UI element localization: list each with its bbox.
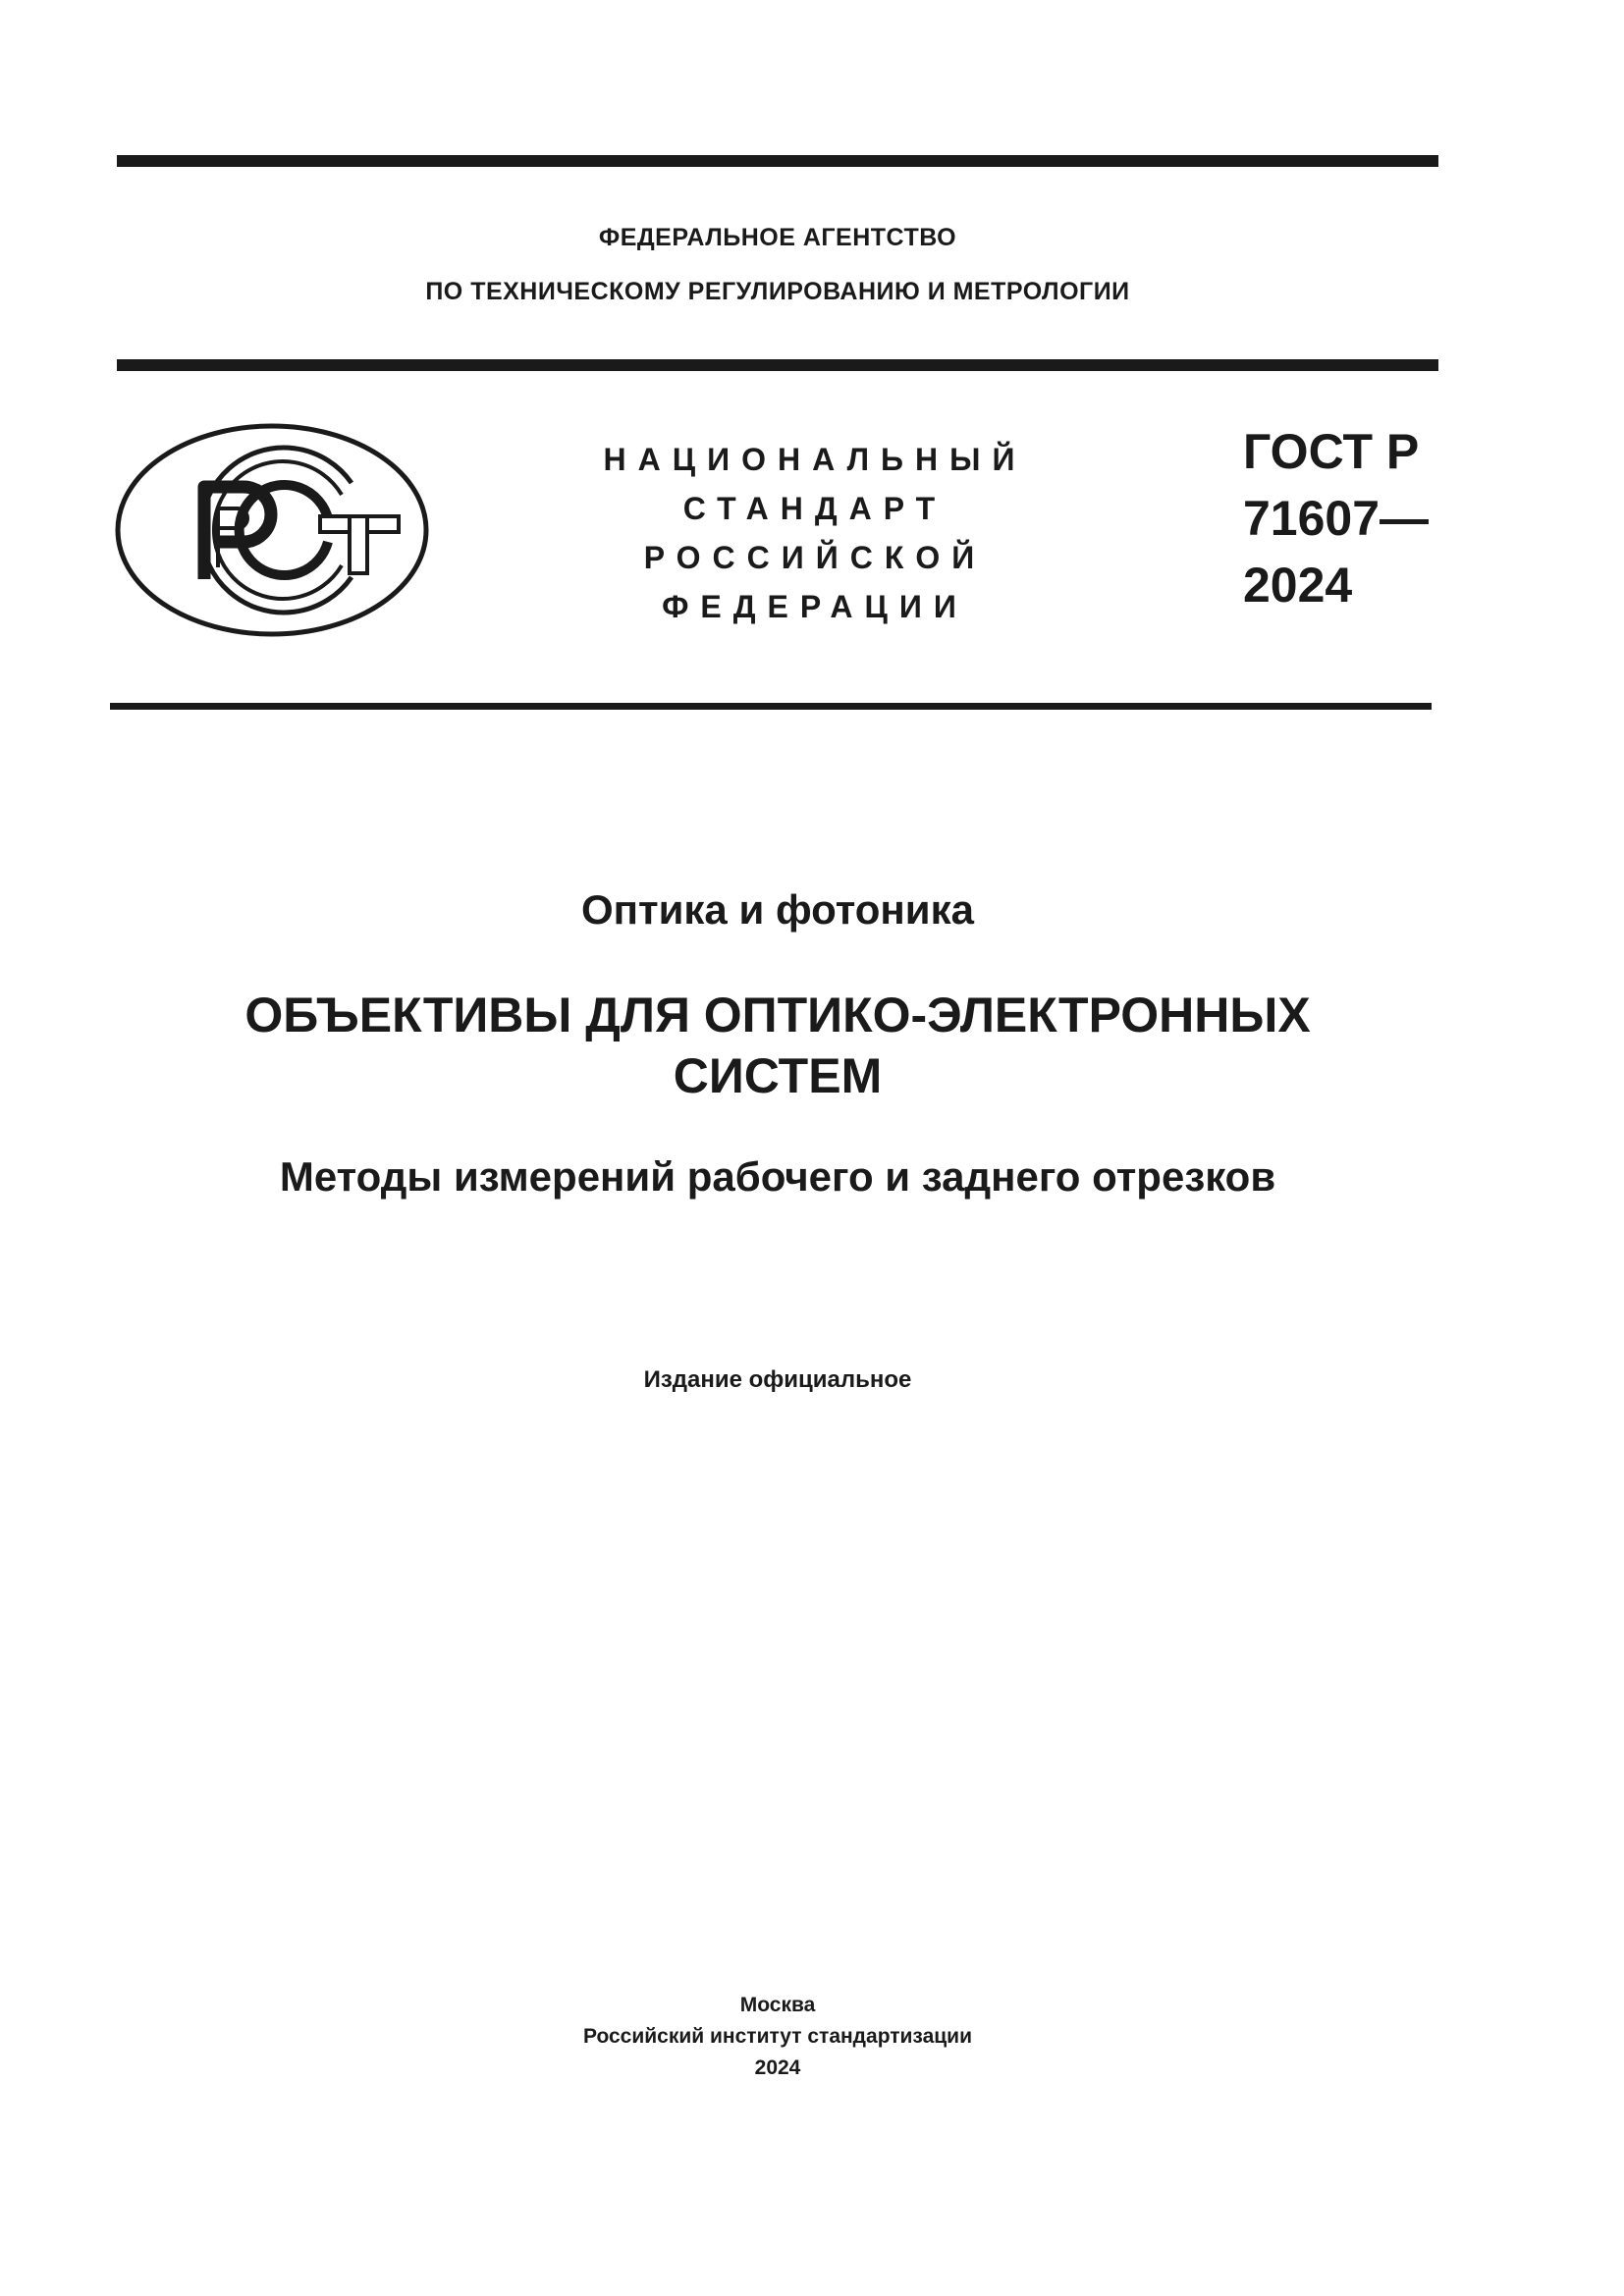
designation-line-2: 71607—	[1243, 491, 1430, 546]
document-series: Оптика и фотоника	[580, 886, 974, 933]
middle-rule	[117, 359, 1438, 371]
national-standard-heading	[589, 435, 1041, 631]
agency-name-line-2: ПО ТЕХНИЧЕСКОМУ РЕГУЛИРОВАНИЮ И МЕТРОЛОГИИ	[425, 278, 1130, 305]
national-standard-line-3: РОССИЙСКОЙ	[643, 540, 987, 575]
imprint-publisher: Российский институт стандартизации	[582, 2025, 973, 2048]
document-title-line-1: ОБЪЕКТИВЫ ДЛЯ ОПТИКО-ЭЛЕКТРОННЫХ	[244, 988, 1311, 1042]
edition-note: Издание официальное	[643, 1366, 912, 1393]
national-standard-line-4: ФЕДЕРАЦИИ	[662, 589, 968, 624]
standard-designation	[1243, 418, 1429, 618]
imprint-city: Москва	[739, 1994, 816, 2016]
document-subtitle: Методы измерений рабочего и заднего отрезков	[279, 1153, 1276, 1200]
imprint-year: 2024	[754, 2056, 801, 2079]
document-title-line-2: СИСТЕМ	[673, 1048, 883, 1103]
designation-line-1: ГОСТ Р	[1243, 424, 1420, 479]
document-title	[0, 985, 1555, 1106]
agency-name-line-1: ФЕДЕРАЛЬНОЕ АГЕНТСТВО	[598, 224, 957, 251]
gost-r-conformity-mark-icon	[114, 422, 430, 638]
imprint	[0, 1990, 1555, 2084]
top-rule	[117, 155, 1438, 167]
national-standard-line-1: НАЦИОНАЛЬНЫЙ	[603, 442, 1027, 477]
national-standard-line-2: СТАНДАРТ	[682, 491, 947, 526]
bottom-rule	[110, 703, 1432, 710]
designation-line-3: 2024	[1243, 558, 1353, 613]
